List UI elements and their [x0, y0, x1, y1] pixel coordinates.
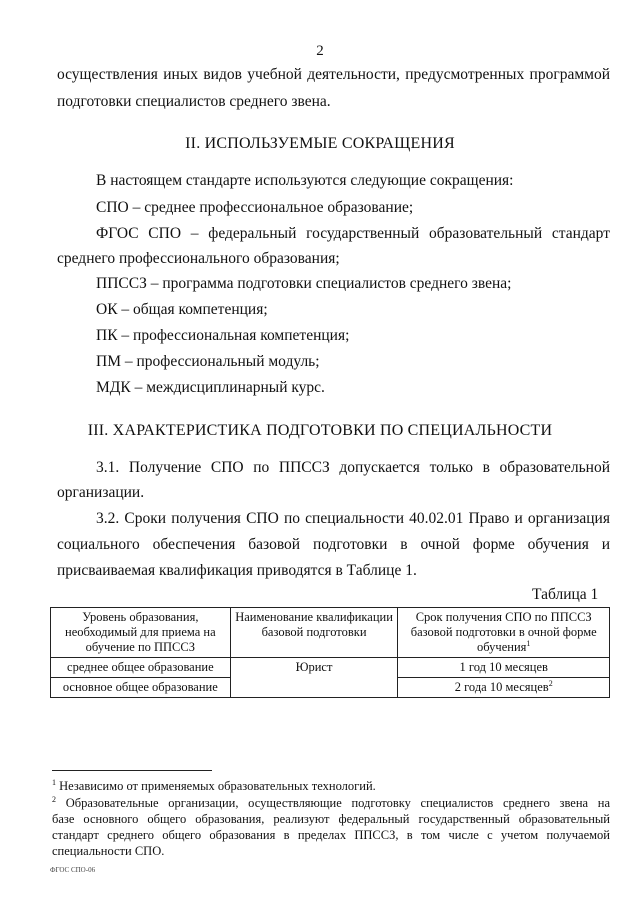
- table-cell-term: 1 год 10 месяцев: [398, 658, 610, 678]
- abbr-ok: ОК – общая компетенция;: [96, 301, 268, 318]
- terms-table: [50, 607, 610, 698]
- footnote-1: $^1$ Независимо от применяемых образовательных технологий.: [52, 777, 376, 793]
- abbr-fgos-line-2: среднего профессионального образования;: [57, 250, 340, 267]
- para-3-2-line-3: присваиваемая квалификация приводятся в Таблице 1.: [57, 562, 417, 579]
- footnote-separator: [52, 770, 212, 771]
- table-cell-level: основное общее образование: [51, 678, 231, 698]
- abbr-pm: ПМ – профессиональный модуль;: [96, 353, 320, 370]
- intro-line-2: подготовки специалистов среднего звена.: [57, 93, 331, 110]
- abbr-ppssz: ППССЗ – программа подготовки специалистов среднего звена;: [96, 275, 512, 292]
- table-cell-qualification: Юрист: [230, 658, 398, 698]
- para-3-1-line-2: организации.: [57, 484, 145, 501]
- table-header-cell: Срок получения СПО по ППССЗ базовой подготовки в очной форме обучения$^1$: [398, 608, 610, 658]
- abbr-lead: В настоящем стандарте используются следующие сокращения:: [96, 172, 514, 189]
- para-3-2-line-1: 3.2. Сроки получения СПО по специальности 40.02.01 Право и организация: [96, 510, 610, 527]
- abbr-pk: ПК – профессиональная компетенция;: [96, 327, 350, 344]
- abbr-spo: СПО – среднее профессиональное образование;: [96, 199, 414, 216]
- section-3-title: III. ХАРАКТЕРИСТИКА ПОДГОТОВКИ ПО СПЕЦИАЛЬНОСТИ: [87, 422, 553, 439]
- table-caption: Таблица 1: [532, 586, 599, 603]
- table-header-cell: Уровень образования, необходимый для приема на обучение по ППССЗ: [51, 608, 231, 658]
- footer-code: ФГОС СПО-06: [50, 866, 96, 874]
- para-3-2-line-2: социального обеспечения базовой подготовки в очной форме обучения и: [57, 536, 610, 553]
- footnote-2: $^2$ Образовательные организации, осуществляющие подготовку специалистов среднего звена на базе основного общего образования, реализуют федеральный государственный образовательный стандарт среднего общего образования в пределах ППССЗ, в том числе с учетом получаемой специальности СПО.: [52, 794, 610, 858]
- page-number: 2: [316, 43, 324, 59]
- intro-line-1: осуществления иных видов учебной деятельности, предусмотренных программой: [57, 66, 610, 83]
- table-header-row: [51, 608, 610, 658]
- table-cell-level: среднее общее образование: [51, 658, 231, 678]
- abbr-mdk: МДК – междисциплинарный курс.: [96, 379, 325, 396]
- table-row: [51, 658, 610, 678]
- table-cell-term: 2 года 10 месяцев$^2$: [398, 678, 610, 698]
- section-2-title: II. ИСПОЛЬЗУЕМЫЕ СОКРАЩЕНИЯ: [185, 135, 455, 152]
- table-header-cell: Наименование квалификации базовой подготовки: [230, 608, 398, 658]
- abbr-fgos-line-1: ФГОС СПО – федеральный государственный образовательный стандарт: [96, 225, 610, 242]
- para-3-1-line-1: 3.1. Получение СПО по ППССЗ допускается только в образовательной: [96, 459, 610, 476]
